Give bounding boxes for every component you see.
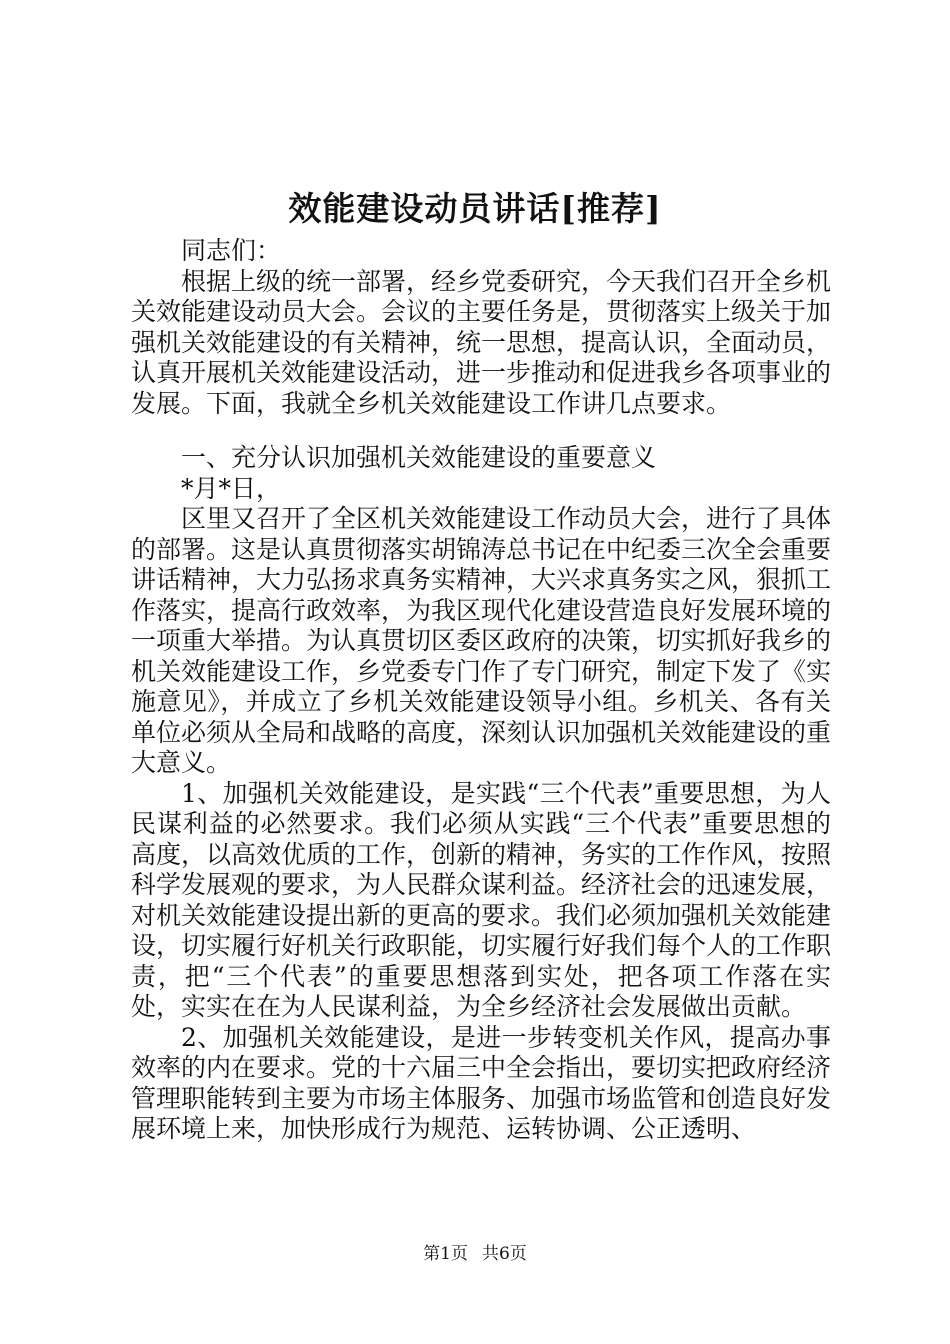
page-total: 共6页 bbox=[482, 1244, 527, 1264]
paragraph-intro: 根据上级的统一部署，经乡党委研究，今天我们召开全乡机关效能建设动员大会。会议的主要任务是，贯彻落实上级关于加强机关效能建设的有关精神，统一思想，提高认识，全面动员，认真开展机关效能建设活动，进一步推动和促进我乡各项事业的发展。下面，我就全乡机关效能建设工作讲几点要求。 bbox=[131, 266, 832, 418]
greeting: 同志们： bbox=[181, 236, 282, 265]
paragraph-date: *月*日， bbox=[181, 473, 282, 503]
document-body bbox=[131, 236, 831, 1145]
paragraph-gap bbox=[131, 419, 831, 443]
paragraph-point-1: 1、加强机关效能建设，是实践“三个代表”重要思想，为人民谋利益的必然要求。我们必须从实践“三个代表”重要思想的高度，以高效优质的工作，创新的精神，务实的工作作风，按照科学发展观的要求，为人民群众谋利益。经济社会的迅速发展，对机关效能建设提出新的更高的要求。我们必须加强机关效能建设，切实履行好机关行政职能，切实履行好我们每个人的工作职责，把“三个代表”的重要思想落到实处，把各项工作落在实处，实实在在为人民谋利益，为全乡经济社会发展做出贡献。 bbox=[131, 778, 832, 1021]
paragraph-district-meeting: 区里又召开了全区机关效能建设工作动员大会，进行了具体的部署。这是认真贯彻落实胡锦涛总书记在中纪委三次全会重要讲话精神，大力弘扬求真务实精神，大兴求真务实之风，狠抓工作落实，提高行政效率，为我区现代化建设营造良好发展环境的一项重大举措。为认真贯切区委区政府的决策，切实抓好我乡的机关效能建设工作，乡党委专门作了专门研究，制定下发了《实施意见》，并成立了乡机关效能建设领导小组。乡机关、各有关单位必须从全局和战略的高度，深刻认识加强机关效能建设的重大意义。 bbox=[131, 504, 832, 777]
section-heading-1: 一、充分认识加强机关效能建设的重要意义 bbox=[181, 443, 657, 472]
document-title: 效能建设动员讲话[推荐] bbox=[288, 189, 662, 228]
paragraph-point-2: 2、加强机关效能建设，是进一步转变机关作风，提高办事效率的内在要求。党的十六届三中全会指出，要切实把政府经济管理职能转到主要为市场主体服务、加强市场监管和创造良好发展环境上来，加快形成行为规范、运转协调、公正透明、 bbox=[131, 1022, 832, 1143]
page-number: 第1页 bbox=[423, 1244, 468, 1264]
page-footer bbox=[0, 1243, 950, 1265]
